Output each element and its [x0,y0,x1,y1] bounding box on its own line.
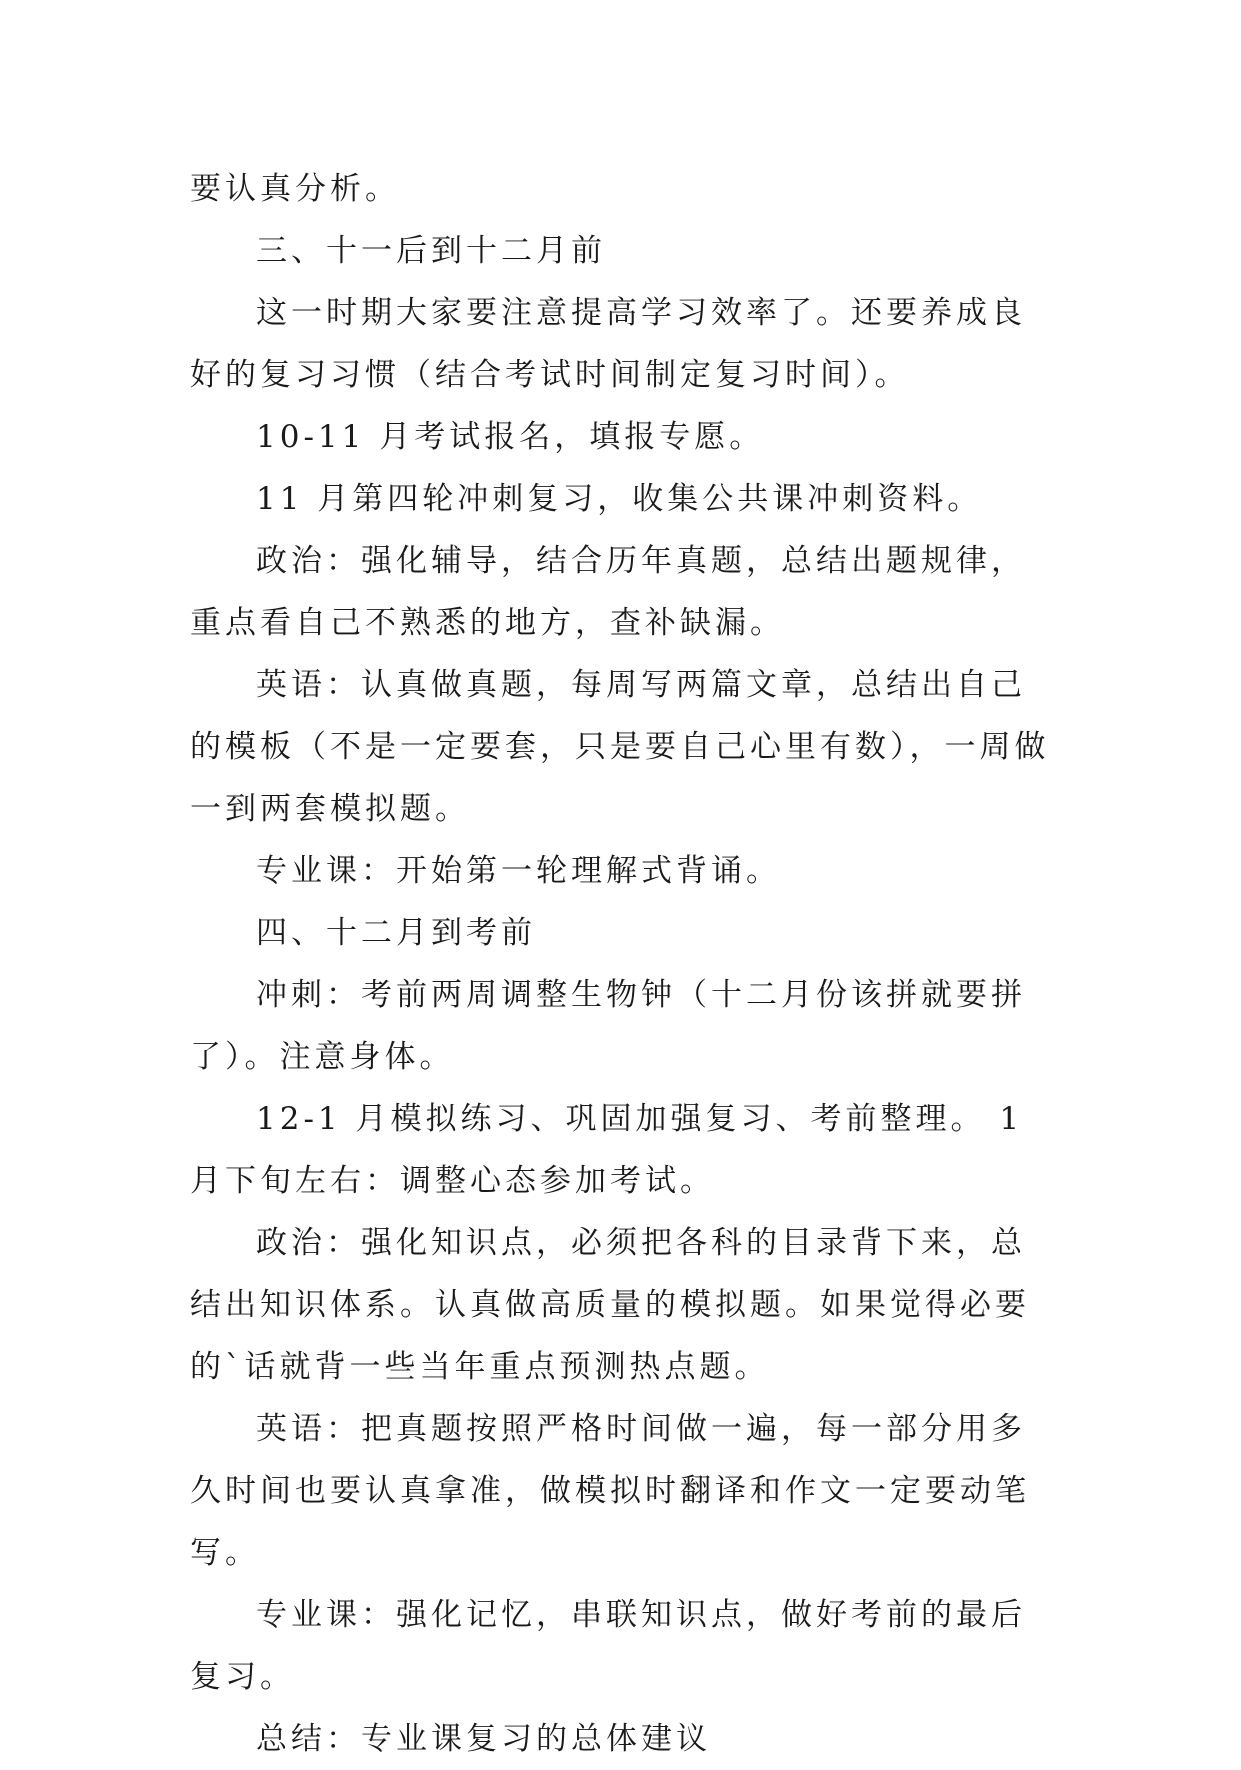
paragraph: 要认真分析。 [190,171,400,207]
paragraph: 专业课：强化记忆，串联知识点，做好考前的最后复习。 [190,1597,1026,1695]
paragraph: 英语：把真题按照严格时间做一遍，每一部分用多久时间也要认真拿准，做模拟时翻译和作文一定要动笔写。 [190,1411,1030,1571]
paragraph: 英语：认真做真题，每周写两篇文章，总结出自己的模板（不是一定要套，只是要自己心里有数），一周做一到两套模拟题。 [190,667,1050,827]
paragraph: 政治：强化知识点，必须把各科的目录背下来，总结出知识体系。认真做高质量的模拟题。如果觉得必要的`话就背一些当年重点预测热点题。 [190,1225,1030,1385]
paragraph: 专业课：开始第一轮理解式背诵。 [256,853,781,889]
paragraph: 11 月第四轮冲刺复习，收集公共课冲刺资料。 [256,481,983,517]
paragraph: 这一时期大家要注意提高学习效率了。还要养成良好的复习习惯（结合考试时间制定复习时间）。 [190,295,1026,393]
paragraph: 政治：强化辅导，结合历年真题，总结出题规律，重点看自己不熟悉的地方，查补缺漏。 [190,543,1026,641]
paragraph: 12-1 月模拟练习、巩固加强复习、考前整理。 1 月下旬左右：调整心态参加考试。 [190,1101,1037,1199]
paragraph: 10-11 月考试报名，填报专愿。 [256,419,765,455]
section-heading: 四、十二月到考前 [256,915,536,951]
paragraph: 总结：专业课复习的总体建议 [256,1721,711,1757]
section-heading: 三、十一后到十二月前 [256,233,606,269]
paragraph: 冲刺：考前两周调整生物钟（十二月份该拼就要拼了）。注意身体。 [190,977,1026,1075]
document-body [190,158,1060,1770]
